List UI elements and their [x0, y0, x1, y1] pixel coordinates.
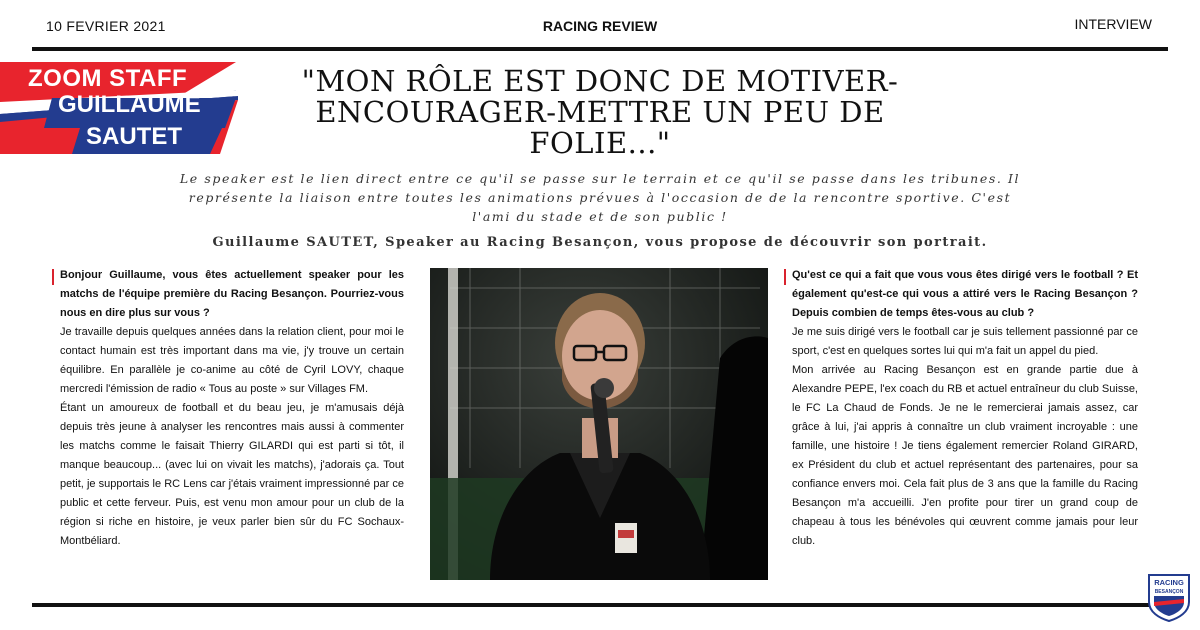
question-2	[792, 266, 1138, 323]
section-label: INTERVIEW	[1074, 16, 1152, 32]
publication-title: RACING REVIEW	[542, 18, 658, 34]
question-1-text: Bonjour Guillaume, vous êtes actuellement speaker pour les matchs de l'équipe première du Racing Besançon. Pourriez-vous nous en dire plus sur vous ?	[60, 269, 404, 319]
answer-2-paragraph-1: Je me suis dirigé vers le football car je suis tellement passionné par ce sport, c'est en quelques sortes lui qui m'a fait un appel du pied.	[792, 326, 1138, 357]
intro-paragraph: Le speaker est le lien direct entre ce qu'il se passe sur le terrain et ce qu'il se passe dans les tribunes. Il représente la liaison entre toutes les animations prévues à l'occasion de de la rencontre sportive. C'est l'ami du stade et de son public !	[179, 171, 1021, 224]
issue-date: 10 FEVRIER 2021	[46, 18, 166, 34]
question-1	[60, 266, 404, 323]
header-bar	[0, 16, 1200, 36]
racing-besancon-logo	[1146, 572, 1192, 622]
answer-1-paragraph-1: Je travaille depuis quelques années dans la relation client, pour moi le contact humain est très important dans ma vie, j'y trouve un certain équilibre. En parallèle je co-anime au côté de Cyril LOVY, chaque mercredi l'émission de radio « Tous au poste » sur Villages FM.	[60, 326, 404, 395]
bottom-divider	[32, 603, 1168, 607]
headline-quote: "MON RÔLE EST DONC DE MOTIVER-ENCOURAGER-METTRE UN PEU DE FOLIE..."	[301, 64, 899, 160]
left-column	[60, 266, 404, 551]
speaker-photo	[430, 268, 768, 580]
banner-first-name: GUILLAUME	[58, 91, 201, 118]
question-2-text: Qu'est ce qui a fait que vous vous êtes dirigé vers le football ? Et également qu'est-ce qui vous a attiré vers le Racing Besançon ? Depuis combien de temps êtes-vous au club ?	[792, 269, 1138, 319]
byline: Guillaume SAUTET, Speaker au Racing Besançon, vous propose de découvrir son portrait.	[212, 235, 988, 250]
answer-2-paragraph-2: Mon arrivée au Racing Besançon est en grande partie due à Alexandre PEPE, l'ex coach du RB et actuel entraîneur du club Suisse, le FC La Chaud de Fonds. Je ne le remercierai jamais assez, car grâce à lui, j'ai appris à connaître un club vraiment incroyable : une famille, une histoire ! Je tiens également remercier Roland GIRARD, ex Président du club et actuel représentant des partenaires, pour sa confiance envers moi. Cela fait plus de 3 ans que la famille du Racing Besançon m'a accueilli. J'en profite pour tirer un grand coup de chapeau à tous les bénévoles qui œuvrent comme jamais pour leur club.	[792, 364, 1138, 547]
right-column	[792, 266, 1138, 551]
answer-2	[792, 323, 1138, 551]
zoom-staff-banner	[0, 62, 240, 154]
top-divider	[32, 47, 1168, 51]
question-marker	[52, 269, 54, 285]
logo-line-2: BESANÇON	[1154, 589, 1184, 595]
answer-1	[60, 323, 404, 551]
question-marker	[784, 269, 786, 285]
answer-1-paragraph-2: Étant un amoureux de football et du beau jeu, je m'amusais déjà depuis très jeune à analyser les rencontres mais aussi à commenter les matchs comme le faisait Thierry GILARDI qui est parti si tôt, il manque beaucoup... (avec lui on vivait les matchs), j'adorais ça. Tout petit, je supportais le RC Lens car j'étais vraiment impressionné par ce public et cette ferveur. Puis, est venu mon amour pour un club de la région si riche en histoire, je veux parler bien sûr du FC Sochaux-Montbéliard.	[60, 402, 404, 547]
logo-line-1: RACING	[1154, 578, 1184, 587]
banner-label: ZOOM STAFF	[28, 65, 188, 92]
banner-last-name: SAUTET	[86, 123, 182, 150]
